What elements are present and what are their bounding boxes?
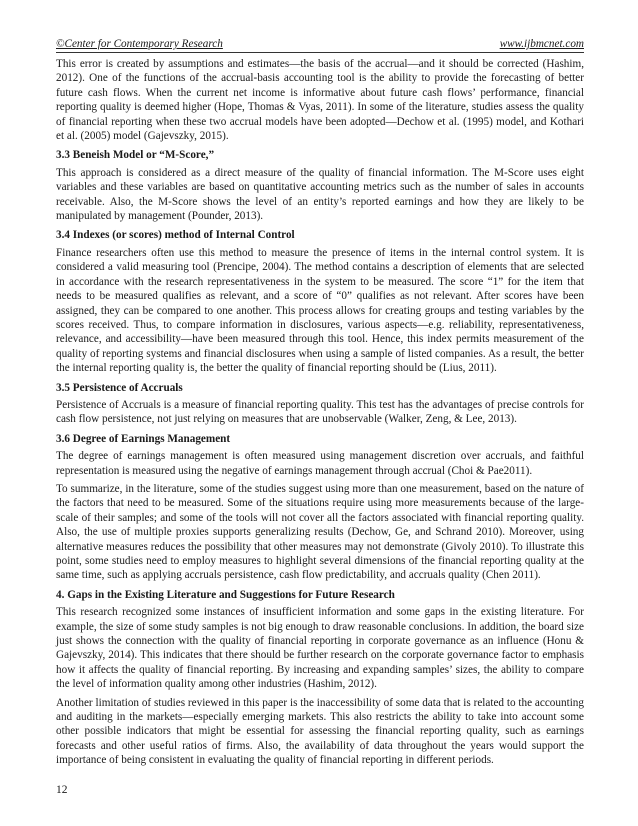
paper-page [56,38,584,772]
body-paragraph: Another limitation of studies reviewed in this paper is the inaccessibility of some data that is related to the accounting and auditing in the markets—especially emerging markets. This also restricts the ability to take into account some other possible indicators that might be essential for assessing the financial reporting quality, such as earnings forecasts and other useful ratios of firms. Also, the availability of data throughout the years would support the importance of being consistent in evaluating the quality of financial reporting in different periods. [56,696,584,767]
body-paragraph: The degree of earnings management is often measured using management discretion over accruals, and faithful representation is measured using the negative of earnings management through accrual (Choi & Pae2011). [56,450,584,477]
header-website-link[interactable]: www.ijbmcnet.com [499,38,584,50]
header-journal-name: ©Center for Contemporary Research [56,38,223,50]
body-paragraph: This research recognized some instances of insufficient information and some gaps in the existing literature. For example, the size of some study samples is not big enough to draw reasonable conclusions. In addition, the board size just shows the connection with the quality of financial reporting in corporate governance as an influence (Honu & Gajevszky, 2014). This indicates that there should be further research on the corporate governance factor to emphasis how it affects the quality of financial reporting. By increasing and expanding samples’ sizes, the ability to compare the level of information quality among other industries (Hashim, 2012). [56,606,584,691]
body-paragraph: This error is created by assumptions and estimates—the basis of the accrual—and it should be corrected (Hashim, 2012). One of the functions of the accrual-basis accounting tool is the ability to provide the forecasting of better future cash flows. When the current net income is informative about future cash flows’ performance, financial reporting quality is deemed higher (Hope, Thomas & Vyas, 2011). In some of the literature, studies assess the quality of financial reporting when these two accrual models have been adopted—Dechow et al. (1995) model, and Kothari et al. (2005) model (Gajevszky, 2015). [56,58,584,143]
body-paragraph: To summarize, in the literature, some of the studies suggest using more than one measurement, based on the nature of the factors that need to be measured. Some of the situations require using more measurements because of the large-scale of their samples; and some of the tools will not cover all the factors associated with financial reporting quality. Also, the use of multiple proxies supports generalizing results (Dechow, Ge, and Schrand 2010). Moreover, using alternative measures reduces the possibility that other measures may not demonstrate (Givoly 2010). To illustrate this point, some studies need to employ measures to highlight several dimensions of the financial reporting quality at the same time, such as applying accruals persistence, cash flow predictability, and accruals quality (Chen 2011). [56,482,584,582]
section-heading-4: 4. Gaps in the Existing Literature and Suggestions for Future Research [56,588,395,601]
section-heading-3-3: 3.3 Beneish Model or “M-Score,” [56,149,215,162]
section-heading-3-4: 3.4 Indexes (or scores) method of Internal Control [56,229,295,242]
section-heading-3-5: 3.5 Persistence of Accruals [56,381,183,394]
page-number: 12 [56,784,68,796]
body-paragraph: This approach is considered as a direct measure of the quality of financial information. The M-Score uses eight variables and these variables are based on quantitative accounting metrics such as the number of sales in accounts receivable. Also, the M-Score shows the level of an entity’s reported earnings and how they are likely to be manipulated by management (Pounder, 2013). [56,166,584,223]
section-heading-3-6: 3.6 Degree of Earnings Management [56,432,231,445]
body-paragraph: Finance researchers often use this method to measure the presence of items in the internal control system. It is considered a valid measuring tool (Prencipe, 2004). The method contains a description of elements that are selected in accordance with the research representativeness in the system to be measured. The score “1” for the item that needs to be measured qualifies as relevant, and a score of “0” qualifies as not relevant. After scores have been assigned, they can be compared to one another. This process allows for creating groups and testing variables by the scores received. Thus, to compare information in disclosures, various aspects—e.g. reliability, representativeness, relevance, and accessibility—have been measured through this tool. Hence, this index permits measurement of the quality of reporting systems and financial disclosures when using a sample of listed companies. As a result, the better the internal reporting quality is, the better the quality of financial reporting should be (Lius, 2011). [56,246,584,375]
body-paragraph: Persistence of Accruals is a measure of financial reporting quality. This test has the advantages of precise controls for cash flow persistence, not just relying on measures that are unobservable (Walker, Zeng, & Lee, 2013). [56,398,584,426]
running-header [56,38,584,53]
